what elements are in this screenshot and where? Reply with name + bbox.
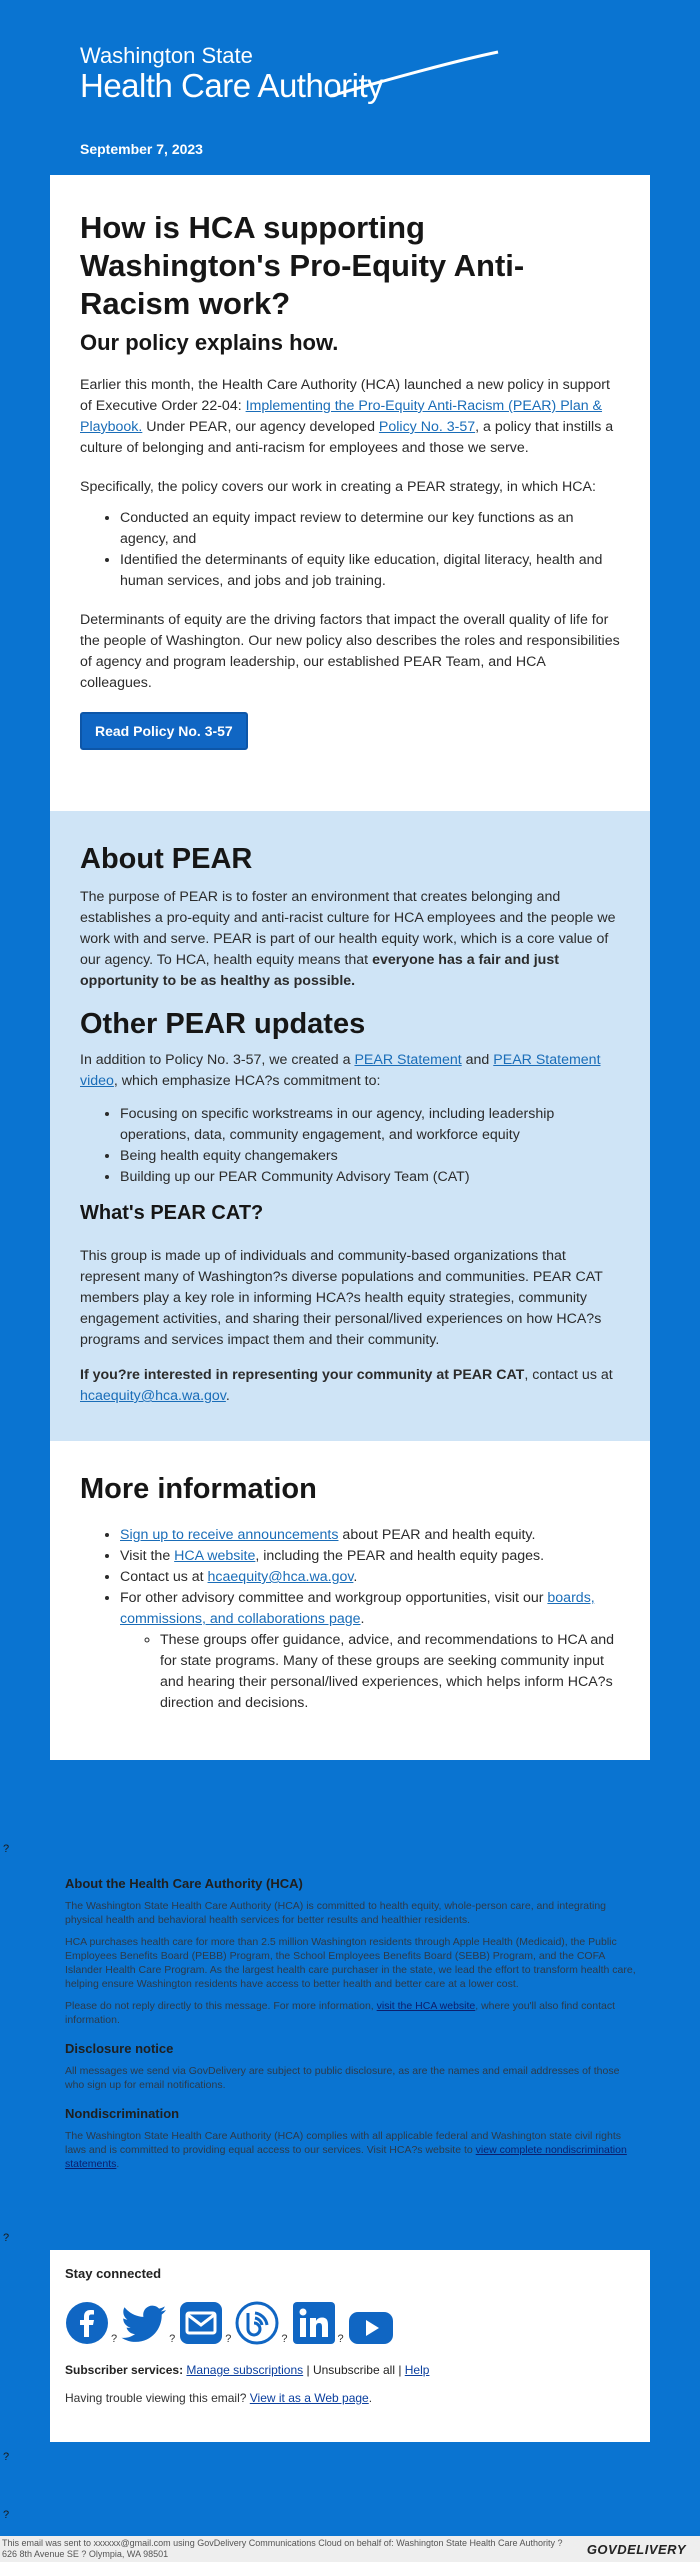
- intro-text-b: Under PEAR, our agency developed: [142, 419, 379, 435]
- disclosure-heading: Disclosure notice: [65, 2041, 174, 2056]
- trouble-viewing: [65, 2391, 635, 2405]
- intro-text-c: , a policy that instills a culture of belonging and anti-racism for employees and those we serve.: [80, 419, 614, 456]
- spacer-mark: ?: [111, 2333, 118, 2345]
- list-item: ◦ These groups offer guidance, advice, and recommendations to HCA and for state programs. Many of these groups are seeking community input and hearing their personal/lived experiences, which helps inform HCA?s direction and decisions.: [160, 1630, 620, 1714]
- cat-email-link[interactable]: hcaequity@hca.wa.gov: [80, 1388, 226, 1404]
- boards-sub-list: [120, 1630, 620, 1714]
- issue-date: September 7, 2023: [80, 141, 203, 157]
- about-hca-p1: The Washington State Health Care Authority (HCA) is committed to health equity, whole-person care, and integrating physical health and behavioral health services for better results and healthier residents.: [65, 1900, 607, 1926]
- footer-info: [65, 1876, 640, 2171]
- intro-bullets: [80, 508, 620, 592]
- more-info-heading: More information: [80, 1473, 317, 1505]
- cat-contact-text: , contact us at: [524, 1367, 613, 1383]
- footer-website-link[interactable]: visit the HCA website: [376, 2000, 476, 2012]
- list-item: [120, 1588, 620, 1714]
- cat-heading: What's PEAR CAT?: [80, 1202, 264, 1224]
- cat-contact: [80, 1365, 620, 1407]
- cat-text: This group is made up of individuals and community-based organizations that represent many of Washington?s diverse populations and communities. PEAR CAT members play a key role in informing HCA?s health equity strategies, community engagement activities, and sharing their personal/lived experiences on how HCA?s programs and services impact them and their community.: [80, 1248, 603, 1348]
- facebook-icon[interactable]: [65, 2301, 109, 2345]
- updates-text-c: , which emphasize HCA?s commitment to:: [113, 1073, 381, 1089]
- about-pear-heading: About PEAR: [80, 843, 253, 875]
- social-icons: [65, 2295, 635, 2345]
- list-item: • Being health equity changemakers: [120, 1146, 620, 1167]
- logo-line2: Health Care Authority: [80, 67, 384, 104]
- nondiscrimination-heading: Nondiscrimination: [65, 2106, 180, 2121]
- contact-text-a: Contact us at: [120, 1569, 208, 1585]
- email-icon[interactable]: [179, 2301, 223, 2345]
- updates-heading: Other PEAR updates: [80, 1008, 366, 1040]
- signup-link[interactable]: Sign up to receive announcements: [120, 1527, 339, 1543]
- trouble-text: Having trouble viewing this email?: [65, 2391, 250, 2405]
- spacer-mark: ?: [281, 2333, 288, 2345]
- trouble-end: .: [368, 2391, 373, 2405]
- manage-subscriptions-link[interactable]: Manage subscriptions: [186, 2363, 304, 2377]
- boards-link[interactable]: boards, commissions, and collaborations page: [120, 1590, 595, 1627]
- website-text-a: Visit the: [120, 1548, 175, 1564]
- spacer-mark: ?: [3, 2451, 10, 2463]
- list-item: • Conducted an equity impact review to determine our key functions as an agency, and: [120, 508, 620, 550]
- page-title: How is HCA supporting Washington's Pro-Equity Anti-Racism work?: [80, 210, 525, 321]
- intro-paragraph-2: Specifically, the policy covers our work in creating a PEAR strategy, in which HCA:: [80, 479, 596, 495]
- contact-email-link[interactable]: hcaequity@hca.wa.gov: [207, 1569, 354, 1585]
- linkedin-icon[interactable]: [292, 2301, 336, 2345]
- help-link[interactable]: Help: [404, 2363, 430, 2377]
- govdelivery-logo[interactable]: GOVDELIVERY: [586, 2542, 686, 2557]
- web-page-link[interactable]: View it as a Web page: [249, 2391, 369, 2405]
- disclosure-text: All messages we send via GovDelivery are subject to public disclosure, as are the names and email addresses of those who sign up for email notifications.: [65, 2065, 620, 2091]
- boards-text-b: .: [360, 1611, 365, 1627]
- subscriber-label: Subscriber services:: [65, 2363, 184, 2377]
- youtube-icon[interactable]: [348, 2311, 394, 2345]
- about-hca-p2: HCA purchases health care for more than 2.5 million Washington residents through Apple Health (Medicaid), the Public Employees Benefits Board (PEBB) Program, the School Employees Benefits Board (SEBB) Program, and the COFA Islander Health Care Program. As the largest health care purchaser in the state, we lead the effort to transform health care, helping ensure Washington residents have access to better health and better care at a lower cost.: [65, 1936, 636, 1990]
- read-policy-button[interactable]: Read Policy No. 3-57: [80, 712, 248, 750]
- intro-text-a: Earlier this month, the Health Care Authority (HCA) launched a new policy in support of Executive Order 22-04:: [80, 377, 610, 414]
- hca-website-link[interactable]: HCA website: [174, 1548, 256, 1564]
- about-p3-text-b: , where you'll also find contact information.: [65, 2000, 616, 2026]
- updates-bullets: [80, 1104, 620, 1188]
- about-p3-text-a: Please do not reply directly to this message. For more information,: [65, 2000, 377, 2012]
- nd-end: .: [116, 2158, 120, 2170]
- list-item: [120, 1567, 620, 1588]
- spacer-mark: ?: [225, 2333, 232, 2345]
- intro-card: [50, 175, 650, 811]
- list-item: • Building up our PEAR Community Advisory Team (CAT): [120, 1167, 620, 1188]
- pear-plan-link[interactable]: Implementing the Pro-Equity Anti-Racism (PEAR) Plan & Playbook.: [80, 398, 603, 435]
- page-subtitle: Our policy explains how.: [80, 330, 339, 355]
- intro-paragraph-3: Determinants of equity are the driving factors that impact the overall quality of life for the people of Washington. Our new policy also describes the roles and responsibilities of agency and program leadership, our established PEAR Team, and HCA colleagues.: [80, 612, 620, 691]
- about-pear-text: [80, 887, 620, 992]
- spacer-mark: ?: [337, 2333, 344, 2345]
- about-text: The purpose of PEAR is to foster an environment that creates belonging and establishes a pro-equity and anti-racist culture for HCA employees and the people we work with and serve. PEAR is part of our health equity work, which is a core value of our agency. To HCA, health equity means that: [80, 889, 616, 968]
- nondiscrimination-link[interactable]: view complete nondiscrimination statements: [65, 2144, 627, 2170]
- website-text-b: , including the PEAR and health equity pages.: [255, 1548, 545, 1564]
- about-hca-heading: About the Health Care Authority (HCA): [65, 1876, 303, 1891]
- about-hca-p3: [65, 1999, 640, 2027]
- subscriber-services: [65, 2363, 635, 2377]
- logo-swoosh-icon: [320, 44, 500, 114]
- more-info-bullets: [80, 1525, 620, 1714]
- hca-logo[interactable]: [80, 44, 440, 114]
- updates-text-b: and: [461, 1052, 494, 1068]
- updates-text: [80, 1050, 620, 1092]
- signup-text: about PEAR and health equity.: [338, 1527, 536, 1543]
- nondiscrimination-text: [65, 2129, 640, 2171]
- sent-to-text: This email was sent to xxxxxx@gmail.com using GovDelivery Communications Cloud on behalf of: Washington State Health Care Authority ? 626 8th Avenue SE ? Olympia, WA 98501: [2, 2538, 563, 2559]
- pear-video-link[interactable]: PEAR Statement video: [80, 1052, 601, 1089]
- more-info-card: [50, 1441, 650, 1760]
- footer-strip: [0, 2536, 700, 2562]
- updates-text-a: In addition to Policy No. 3-57, we created a: [80, 1052, 355, 1068]
- spacer-mark: ?: [169, 2333, 176, 2345]
- spacer-mark: ?: [3, 2232, 10, 2244]
- spacer-mark: ?: [3, 2509, 10, 2521]
- list-item: [120, 1525, 620, 1546]
- blog-icon[interactable]: [235, 2301, 279, 2345]
- contact-text-b: .: [353, 1569, 358, 1585]
- spacer-mark: ?: [3, 1843, 10, 1855]
- intro-paragraph-1: [80, 375, 620, 459]
- list-item: [120, 1546, 620, 1567]
- twitter-icon[interactable]: [121, 2305, 167, 2345]
- list-item: • Identified the determinants of equity like education, digital literacy, health and human services, and jobs and job training.: [120, 550, 620, 592]
- list-item: • Focusing on specific workstreams in our agency, including leadership operations, data, community engagement, and workforce equity: [120, 1104, 620, 1146]
- policy-link[interactable]: Policy No. 3-57: [378, 419, 476, 435]
- logo-line1: Washington State: [80, 43, 253, 68]
- nd-text: The Washington State Health Care Authority (HCA) complies with all applicable federal and Washington state civil rights laws and is committed to providing equal access to our services. Visit HCA?s website to: [65, 2130, 621, 2156]
- stay-connected-box: [50, 2250, 650, 2442]
- boards-text-a: For other advisory committee and workgroup opportunities, visit our: [120, 1590, 548, 1606]
- pear-section: [50, 811, 650, 1441]
- about-bold-text: everyone has a fair and just opportunity to be as healthy as possible.: [80, 952, 559, 989]
- unsubscribe-all-text: | Unsubscribe all |: [303, 2363, 405, 2377]
- cat-contact-end: .: [225, 1388, 230, 1404]
- stay-connected-heading: Stay connected: [65, 2266, 162, 2281]
- pear-statement-link[interactable]: PEAR Statement: [354, 1052, 462, 1068]
- cat-contact-bold: If you?re interested in representing your community at PEAR CAT: [80, 1367, 525, 1383]
